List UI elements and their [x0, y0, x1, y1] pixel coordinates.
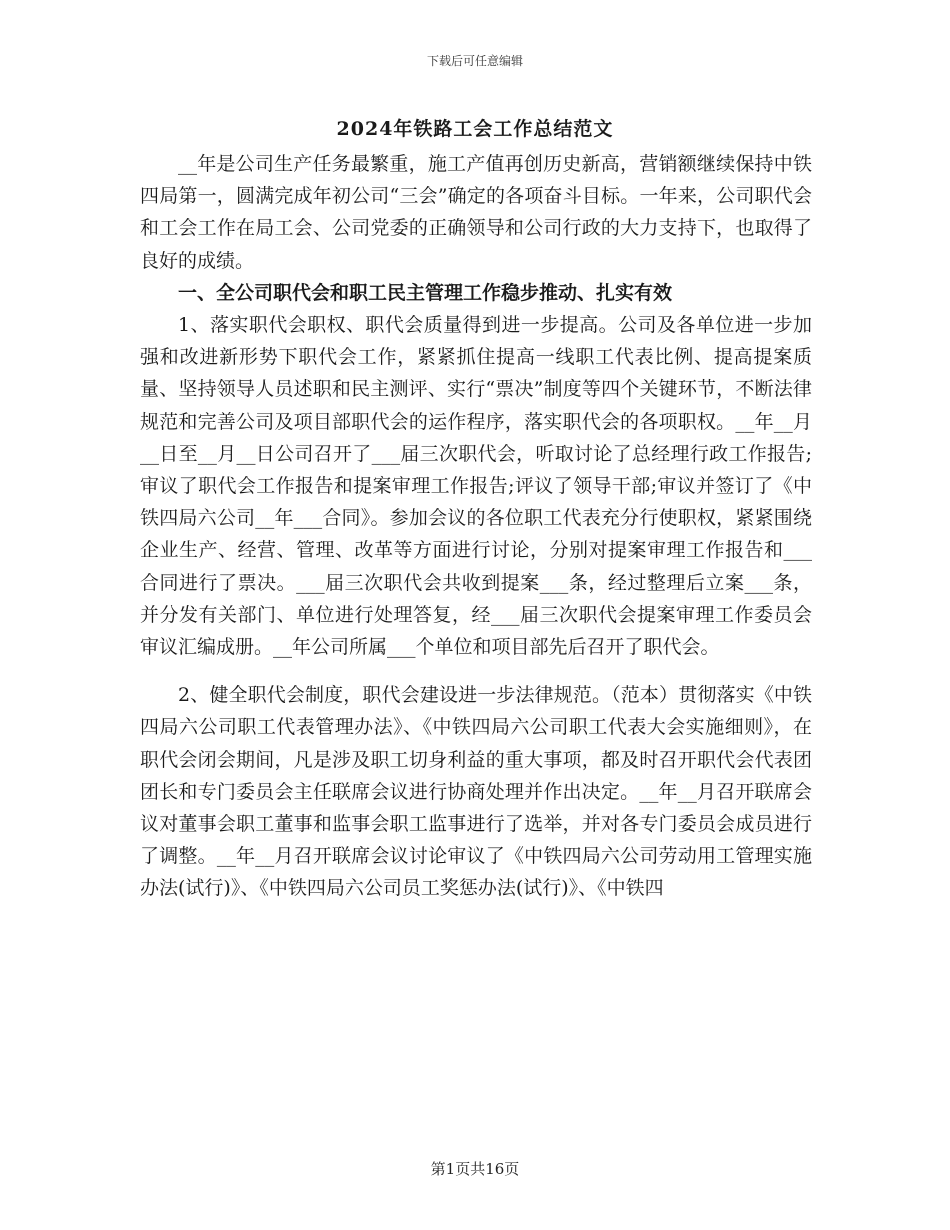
- section-heading: 一、全公司职代会和职工民主管理工作稳步推动、扎实有效: [178, 281, 673, 304]
- page-header-note: 下载后可任意编辑: [426, 54, 523, 68]
- paragraph-item-2: 2、健全职代会制度，职代会建设进一步法律规范。（范本）贯彻落实《中铁四局六公司职工代表管理办法》、《中铁四局六公司职工代表大会实施细则》，在职代会闭会期间，凡是涉及职工切身利益的重大事项，都及时召开职代会代表团团长和专门委员会主任联席会议进行协商处理并作出决定。__年__月召开联席会议对董事会职工董事和监事会职工监事进行了选举，并对各专门委员会成员进行了调整。__年__月召开联席会议讨论审议了《中铁四局六公司劳动用工管理实施办法(试行)》、《中铁四局六公司员工奖惩办法(试行)》、《中铁四: [140, 684, 812, 900]
- document-title: 2024年铁路工会工作总结范文: [336, 118, 614, 140]
- document-body: [140, 148, 812, 905]
- intro-paragraph: __年是公司生产任务最繁重，施工产值再创历史新高，营销额继续保持中铁四局第一，圆满完成年初公司“三会”确定的各项奋斗目标。一年来，公司职代会和工会工作在局工会、公司党委的正确领导和公司行政的大力支持下，也取得了良好的成绩。: [140, 153, 812, 272]
- page-number-footer: 第1页共16页: [430, 1160, 520, 1178]
- paragraph-item-1: 1、落实职代会职权、职代会质量得到进一步提高。公司及各单位进一步加强和改进新形势下职代会工作，紧紧抓住提高一线职工代表比例、提高提案质量、坚持领导人员述职和民主测评、实行“票决”制度等四个关键环节，不断法律规范和完善公司及项目部职代会的运作程序，落实职代会的各项职权。__年__月__日至__月__日公司召开了___届三次职代会，听取讨论了总经理行政工作报告;审议了职代会工作报告和提案审理工作报告;评议了领导干部;审议并签订了《中铁四局六公司__年___合同》。参加会议的各位职工代表充分行使职权，紧紧围绕企业生产、经营、管理、改革等方面进行讨论，分别对提案审理工作报告和___合同进行了票决。___届三次职代会共收到提案___条，经过整理后立案___条，并分发有关部门、单位进行处理答复，经___届三次职代会提案审理工作委员会审议汇编成册。__年公司所属___个单位和项目部先后召开了职代会。: [140, 314, 812, 659]
